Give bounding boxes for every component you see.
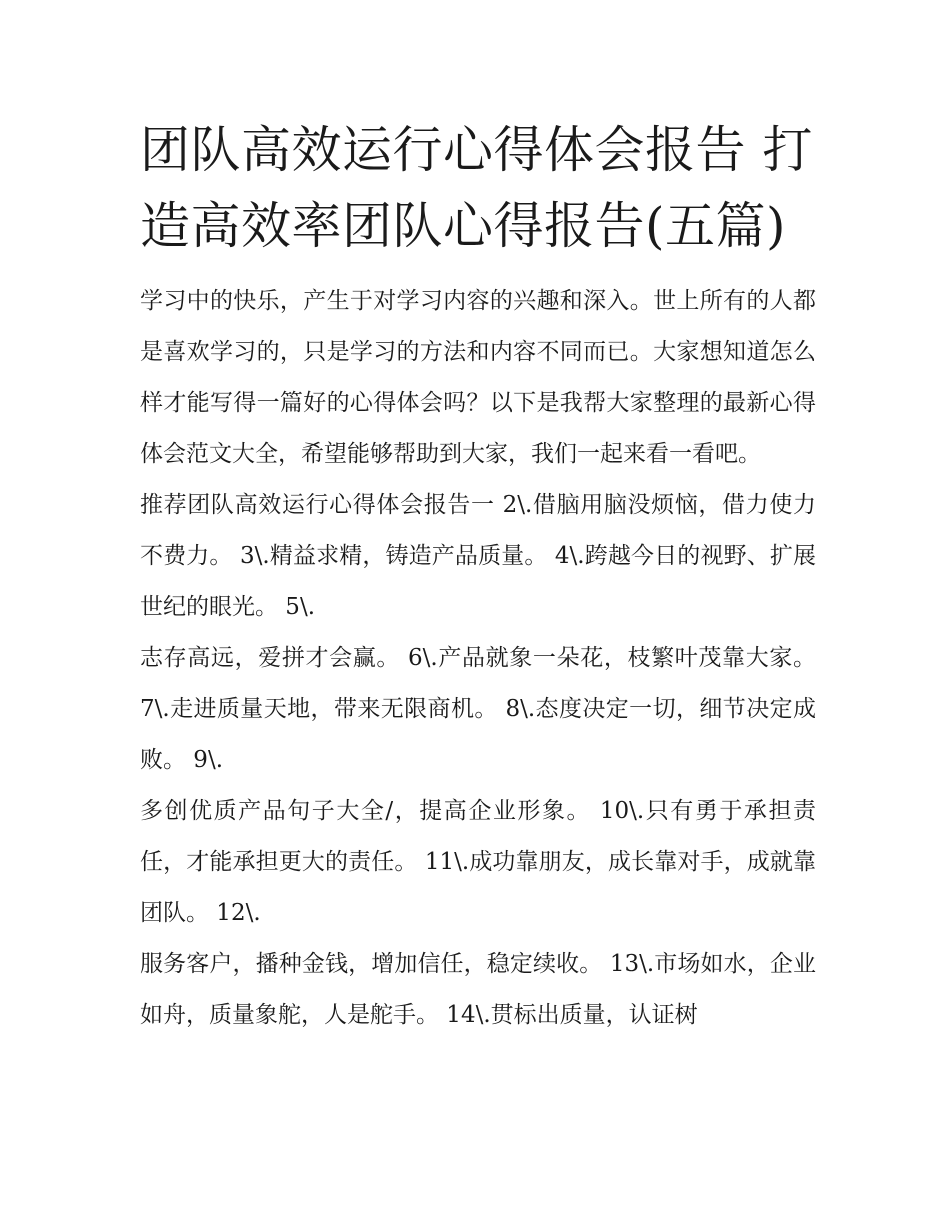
paragraph-slogans-4: 服务客户，播种金钱，增加信任，稳定续收。 13\.市场如水，企业如舟，质量象舵，人是舵手。 14\.贯标出质量，认证树 xyxy=(140,951,816,1028)
document-title: 团队高效运行心得体会报告 打造高效率团队心得报告(五篇) xyxy=(140,121,813,255)
paragraph-slogans-2: 志存高远，爱拼才会赢。 6\.产品就象一朵花，枝繁叶茂靠大家。 7\.走进质量天地，带来无限商机。 8\.态度决定一切，细节决定成败。 9\. xyxy=(140,645,816,773)
paragraph-intro: 学习中的快乐，产生于对学习内容的兴趣和深入。世上所有的人都是喜欢学习的，只是学习的方法和内容不同而已。大家想知道怎么样才能写得一篇好的心得体会吗？以下是我帮大家整理的最新心得体会范文大全，希望能够帮助到大家，我们一起来看一看吧。 xyxy=(140,288,816,467)
paragraph-slogans-3: 多创优质产品句子大全/，提高企业形象。 10\.只有勇于承担责任，才能承担更大的责任。 11\.成功靠朋友，成长靠对手，成就靠团队。 12\. xyxy=(140,798,816,926)
paragraph-slogans-1: 推荐团队高效运行心得体会报告一 2\.借脑用脑没烦恼，借力使力不费力。 3\.精益求精，铸造产品质量。 4\.跨越今日的视野、扩展世纪的眼光。 5\. xyxy=(140,492,816,620)
document-body xyxy=(140,276,816,1041)
